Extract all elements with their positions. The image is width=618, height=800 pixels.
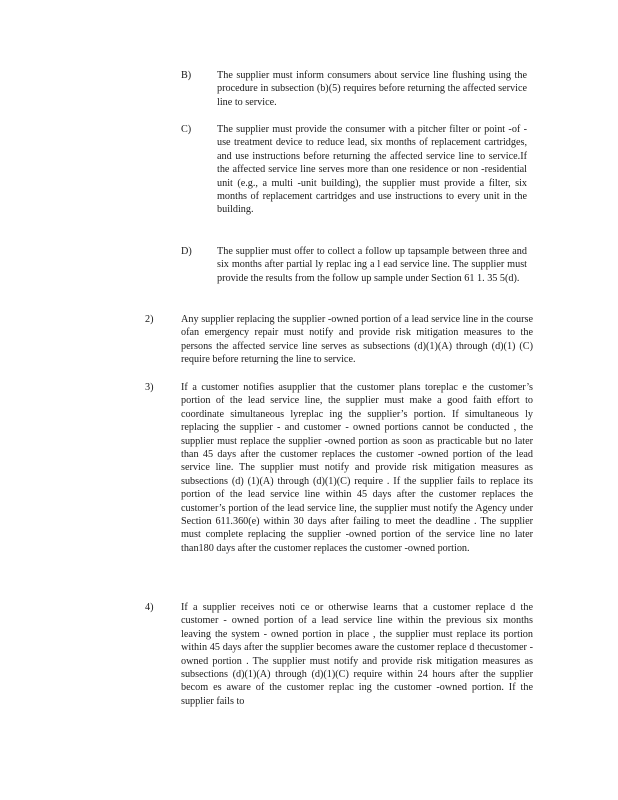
item-text: If a supplier receives noti ce or otherwise learns that a customer replace d the customer - owned portion of a lead service line within the previous six months leaving the system - owned portion in place , the supplier must replace its portion within 45 days after the supplier becomes aware the customer replace d thecustomer - owned portion . The supplier must notify and provide risk mitigation measures as subsections (d)(1)(A) through (d)(1)(C) require within 24 hours after the supplier becom es aware of the customer replac ing the customer -owned portion. If the supplier fails to — [181, 602, 533, 707]
item-label: 4) — [145, 602, 154, 613]
item-text: If a customer notifies asupplier that the customer plans toreplac e the customer’s portion of the lead service line, the supplier must make a good faith effort to coordinate simultaneous lyreplac ing the supplier’s portion. If simultaneous ly replacing the supplier - and customer - owned portions cannot be conducted , the supplier must replace the supplier -owned portion as soon as practicable but no later than 45 days after the customer replaces the customer -owned portion of the lead service line. The supplier must notify and provide risk mitigation measures as subsections (d) (1)(A) through (d)(1)(C) require . If the supplier fails to replace its portion of the lead service line within 45 days after the customer replaces the customer’s portion of the lead service line, the supplier must notify the Agency under Section 611.360(e) within 30 days after failing to meet the deadline . The supplier must complete replacing the supplier -owned portion of the service line no later than180 days after the customer replaces the customer -owned portion. — [181, 382, 533, 554]
sub-item-text: The supplier must offer to collect a follow up tapsample between three and six months after partial ly replac ing a l ead service line. The supplier must provide the results from the follow up sample under Section 61 1. 35 5(d). — [217, 246, 527, 284]
item-label: 2) — [145, 314, 154, 325]
sub-item-label: B) — [181, 70, 192, 81]
sub-item-label: C) — [181, 124, 192, 135]
item-text: Any supplier replacing the supplier -owned portion of a lead service line in the course ofan emergency repair must notify and provide risk mitigation measures to the persons the affected service line serves as subsections (d)(1)(A) through (d)(1) (C) require before returning the line to service. — [181, 314, 533, 366]
sub-item-text: The supplier must inform consumers about service line flushing using the procedure in subsection (b)(5) requires before returning the affected service line to service. — [217, 70, 527, 108]
sub-item-label: D) — [181, 246, 192, 257]
item-label: 3) — [145, 382, 154, 393]
sub-item-text: The supplier must provide the consumer with a pitcher filter or point -of -use treatment device to reduce lead, six months of replacement cartridges, and use instructions before returning the affected service line to service.If the affected service line serves more than one residence or non -residential unit (e.g., a multi -unit building), the supplier must provide a filter, six months of replacement cartridges and use instructions to every unit in the building. — [217, 124, 527, 216]
